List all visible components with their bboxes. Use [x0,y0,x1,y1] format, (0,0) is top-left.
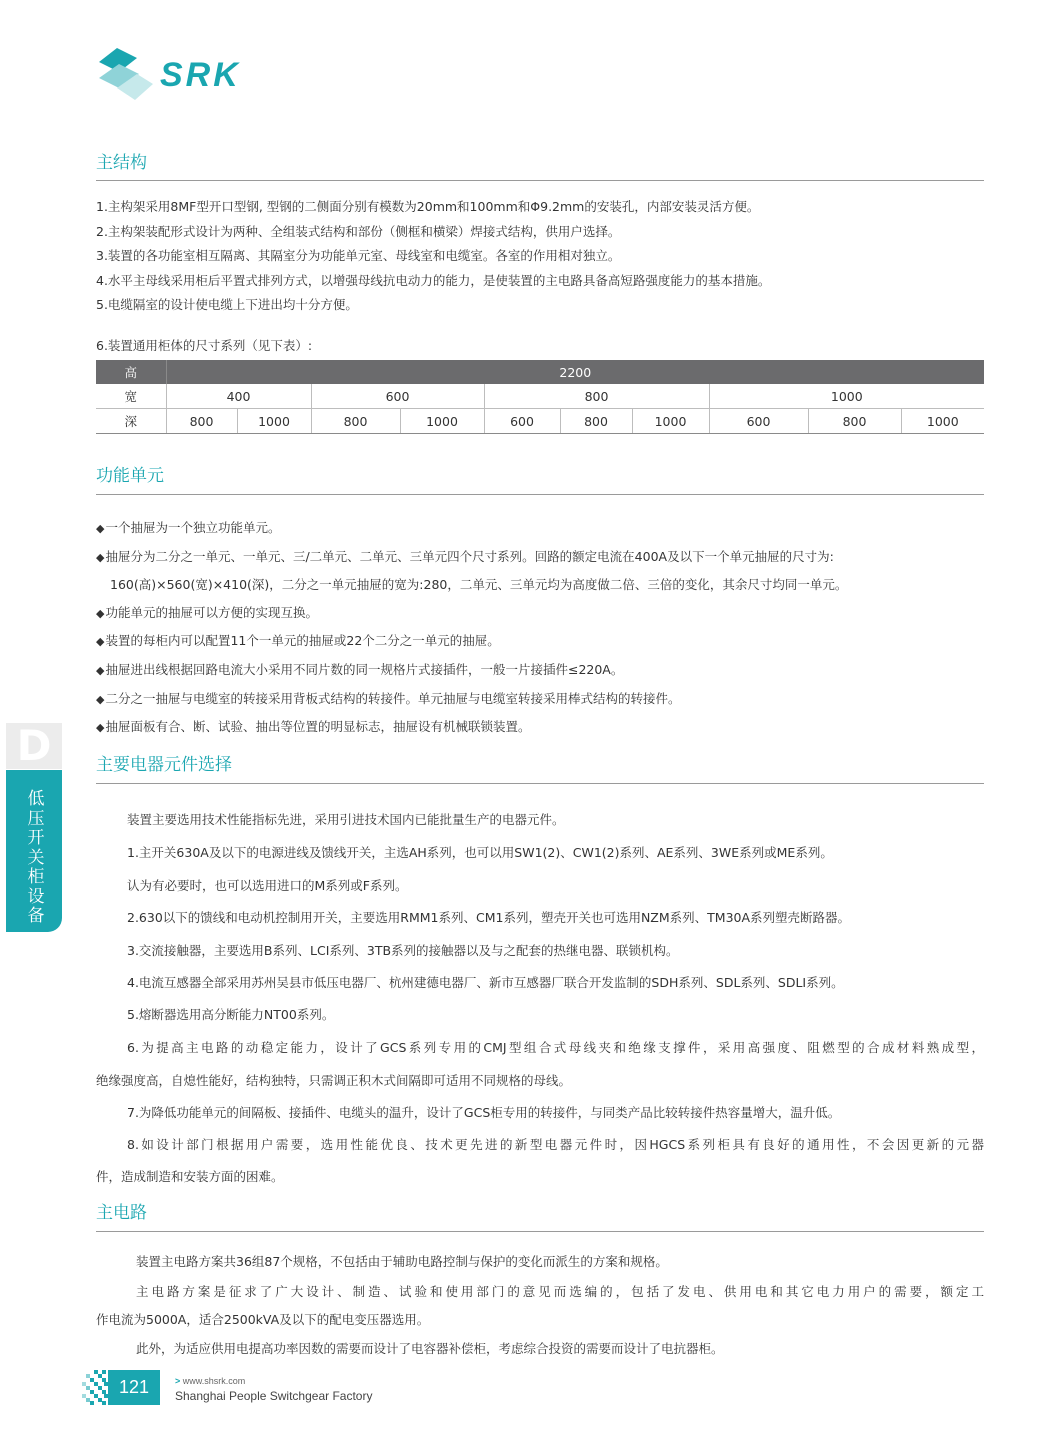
diamond-bullet-icon: ◆ [96,635,105,649]
list-item: ◆一个抽屉为一个独立功能单元。 [96,520,281,535]
list-item: 5.电缆隔室的设计使电缆上下进出均十分方便。 [96,297,358,312]
table-cell: 800 [166,409,237,434]
diamond-bullet-icon: ◆ [96,663,105,677]
list-item: 1.主构架采用8MF型开口型钢, 型钢的二侧面分别有模数为20mm和100mm和Φ9.2mm的安装孔，内部安装灵活方便。 [96,199,760,214]
side-tab [6,770,62,932]
paragraph: 2.630以下的馈线和电动机控制用开关，主要选用RMM1系列、CM1系列，塑壳开关也可选用NZM系列、TM30A系列塑壳断路器。 [127,910,851,925]
main-structure-list [96,195,770,318]
table-cell: 800 [808,409,901,434]
function-unit-list [96,514,847,742]
height-value: 2200 [166,360,984,384]
table-cell: 600 [709,409,808,434]
mosaic-pattern-icon [80,1370,108,1405]
diamond-bullet-icon: ◆ [96,606,105,620]
paragraph: 装置主电路方案共36组87个规格，不包括由于辅助电路控制与保护的变化而派生的方案和规格。 [136,1254,668,1269]
cabinet-dimension-table [96,360,984,434]
diamond-bullet-icon: ◆ [96,522,105,535]
paragraph: 8.如设计部门根据用户需要，选用性能优良、技术更先进的新型电器元件时，因HGCS系列柜具有良好的通用性，不会因更新的元器 [127,1137,984,1152]
section-divider [96,783,984,784]
paragraph: 装置主要选用技术性能指标先进，采用引进技术国内已能批量生产的电器元件。 [127,812,565,827]
table-row [96,409,984,434]
paragraph: 7.为降低功能单元的间隔板、接插件、电缆头的温升，设计了GCS柜专用的转接件，与同类产品比较转接件热容量增大，温升低。 [127,1105,841,1120]
list-item: ◆二分之一抽屉与电缆室的转接采用背板式结构的转接件。单元抽屉与电缆室转接采用棒式结构的转接件。 [96,690,681,706]
paragraph: 作电流为5000A，适合2500kVA及以下的配电变压器选用。 [96,1312,430,1327]
website-url[interactable]: > www.shsrk.com [175,1376,246,1386]
table-cell: 1000 [237,409,311,434]
table-cell: 600 [484,409,560,434]
table-row [96,384,984,409]
brand-name: SRK [160,56,241,94]
list-item: 2.主构架装配形式设计为两种、全组装式结构和部份（侧框和横梁）焊接式结构，供用户选择。 [96,223,621,239]
diamond-bullet-icon: ◆ [96,721,105,735]
row-label-width: 宽 [96,384,166,409]
side-tab-label: 低压开关柜设备 [27,789,45,926]
table-cell: 800 [560,409,632,434]
paragraph: 5.熔断器选用高分断能力NT00系列。 [127,1007,335,1022]
paragraph: 绝缘强度高，自熄性能好，结构独特，只需调正积木式间隔即可适用不同规格的母线。 [96,1073,572,1088]
table-note: 6.装置通用柜体的尺寸系列（见下表）: [96,338,313,353]
section-title-function-unit: 功能单元 [96,466,164,486]
paragraph: 主电路方案是征求了广大设计、制造、试验和使用部门的意见而选编的，包括了发电、供用电和其它电力用户的需要，额定工 [136,1284,984,1299]
arrow-icon: > [175,1376,181,1386]
table-cell: 800 [484,384,709,409]
section-divider [96,1231,984,1232]
list-item: 4.水平主母线采用柜后平置式排列方式，以增强母线抗电动力的能力，是使装置的主电路具备高短路强度能力的基本措施。 [96,272,771,288]
list-item: ◆功能单元的抽屉可以方便的实现互换。 [96,604,318,620]
diamond-bullet-icon: ◆ [96,550,105,564]
list-item: ◆抽屉面板有合、断、试验、抽出等位置的明显标志，抽屉设有机械联锁装置。 [96,719,531,735]
table-row [96,360,984,384]
table-cell: 1000 [400,409,484,434]
section-title-components: 主要电器元件选择 [96,755,232,775]
table-cell: 400 [166,384,311,409]
table-cell: 800 [311,409,400,434]
list-item: ◆抽屉进出线根据回路电流大小采用不同片数的同一规格片式接插件，一般一片接插件≤220A。 [96,661,624,677]
table-cell: 1000 [632,409,709,434]
section-title-main-circuit: 主电路 [96,1203,147,1223]
section-divider [96,180,984,181]
section-divider [96,494,984,495]
page-number: 121 [108,1370,160,1405]
paragraph: 4.电流互感器全部采用苏州吴县市低压电器厂、杭州建德电器厂、新市互感器厂联合开发监制的SDH系列、SDL系列、SDLI系列。 [127,975,844,990]
list-item: 160(高)×560(宽)×410(深)，二分之一单元抽屉的宽为:280，二单元、三单元均为高度做二倍、三倍的变化，其余尺寸均同一单元。 [110,577,848,593]
paragraph: 认为有必要时，也可以选用进口的M系列或F系列。 [127,878,408,893]
diamond-bullet-icon: ◆ [96,692,105,706]
row-label-depth: 深 [96,409,166,434]
company-name: Shanghai People Switchgear Factory [175,1389,373,1403]
table-cell: 600 [311,384,484,409]
section-title-main-structure: 主结构 [96,153,147,173]
paragraph: 6.为提高主电路的动稳定能力，设计了GCS系列专用的CMJ型组合式母线夹和绝缘支撑件，采用高强度、阻燃型的合成材料熟成型， [127,1040,984,1055]
paragraph: 此外，为适应供用电提高功率因数的需要而设计了电容器补偿柜，考虑综合投资的需要而设计了电抗器柜。 [136,1341,724,1356]
list-item: ◆装置的每柜内可以配置11个一单元的抽屉或22个二分之一单元的抽屉。 [96,633,500,649]
table-cell: 1000 [901,409,984,434]
list-item: 3.装置的各功能室相互隔离、其隔室分为功能单元室、母线室和电缆室。各室的作用相对独立。 [96,248,621,263]
paragraph: 1.主开关630A及以下的电源进线及馈线开关，主选AH系列，也可以用SW1(2)、CW1(2)系列、AE系列、3WE系列或ME系列。 [127,845,833,860]
paragraph: 件，造成制造和安装方面的困难。 [96,1169,284,1184]
side-tab-letter: D [6,723,62,769]
paragraph: 3.交流接触器，主要选用B系列、LCI系列、3TB系列的接触器以及与之配套的热继电器、联锁机构。 [127,943,679,958]
list-item: ◆抽屉分为二分之一单元、一单元、三/二单元、二单元、三单元四个尺寸系列。回路的额定电流在400A及以下一个单元抽屉的尺寸为: [96,548,834,564]
table-cell: 1000 [709,384,984,409]
row-label-height: 高 [96,360,166,384]
